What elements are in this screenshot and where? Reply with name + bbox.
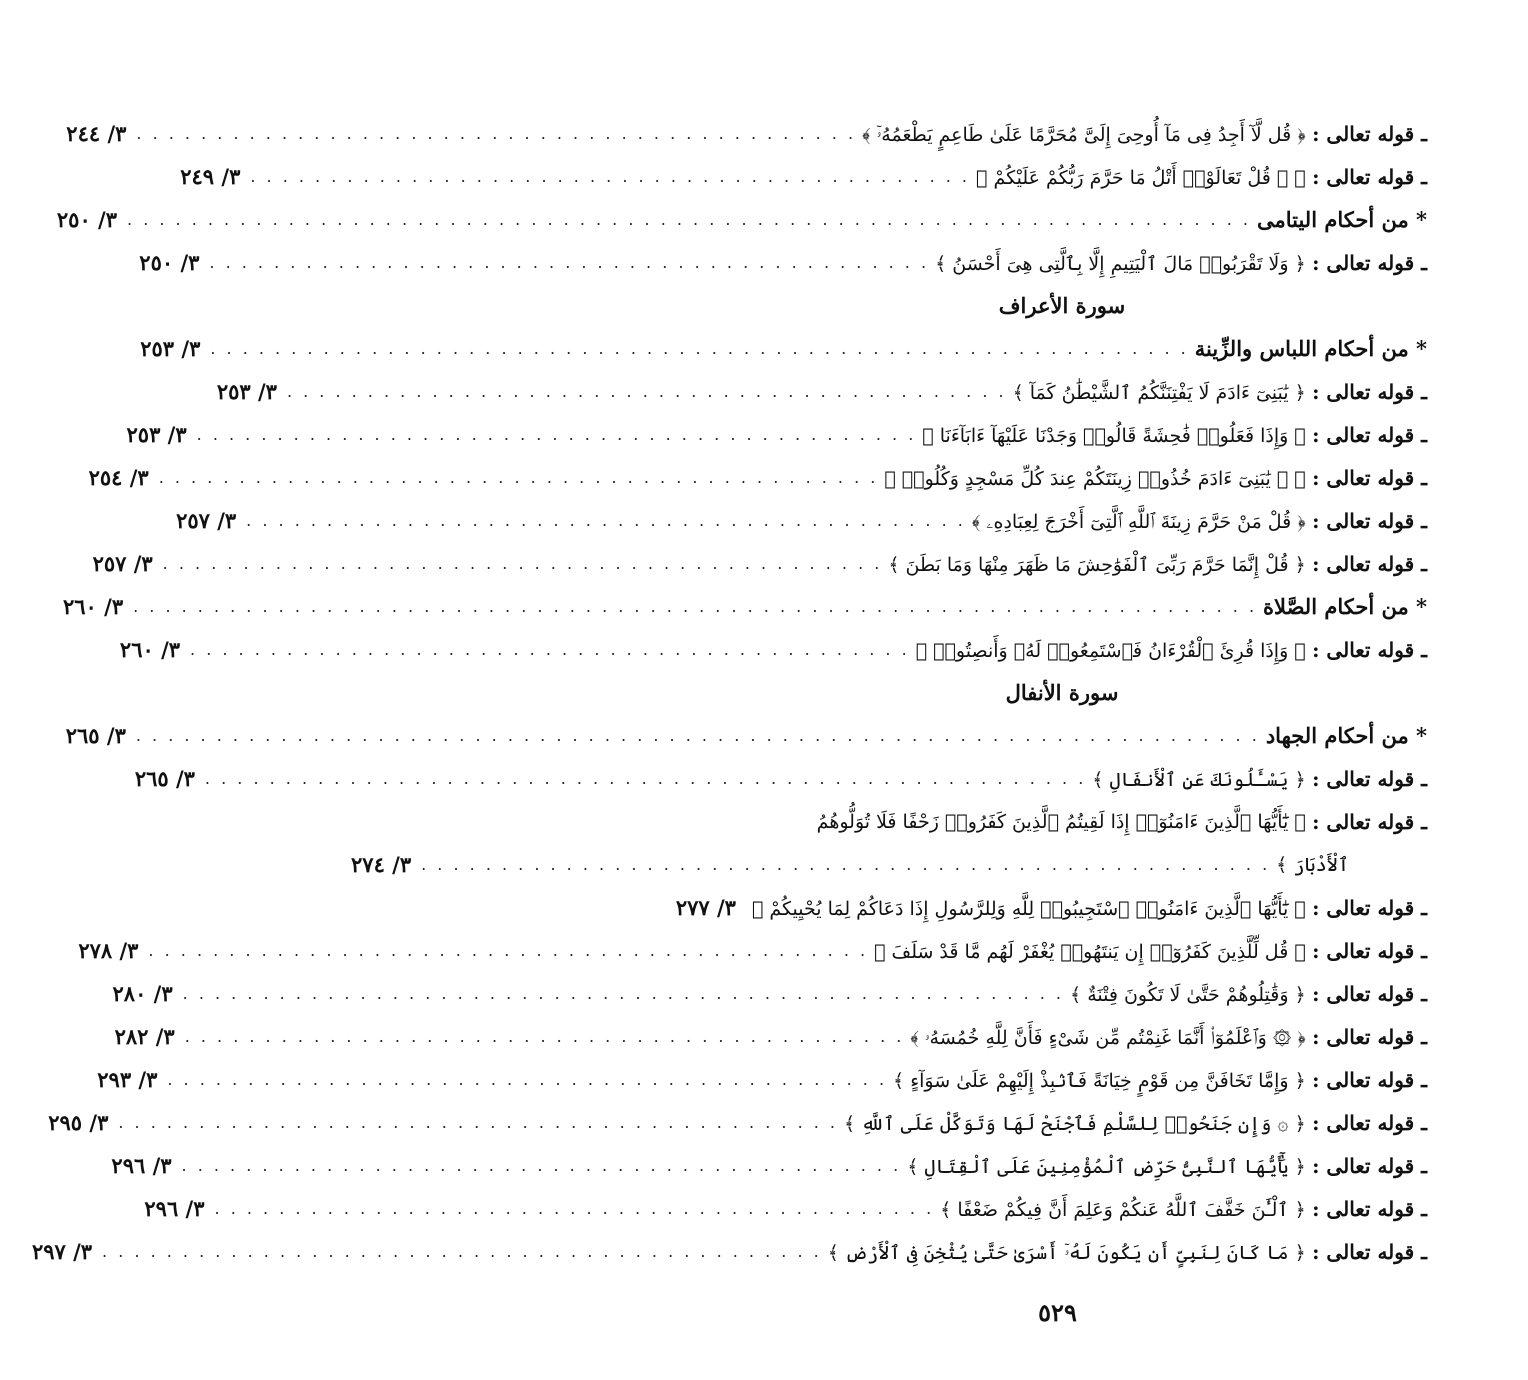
- index-entry: [216, 370, 1427, 413]
- verse-text: ﴿ وَقَٰتِلُوهُمْ حَتَّىٰ لَا تَكُونَ فِتْنَةٌ ﴾: [1070, 983, 1306, 1006]
- volume-page-ref: ٣/ ٢٨٢: [114, 1024, 175, 1049]
- heading-text: * من أحكام الصَّلاة: [1263, 594, 1427, 619]
- heading-text: * من أحكام اللباس والزِّينة: [1194, 336, 1427, 361]
- page-number: ٥٢٩: [1038, 1298, 1077, 1327]
- entry-label: ـ قوله تعالى :: [1312, 1067, 1427, 1092]
- entry-label: ـ قوله تعالى :: [1312, 1196, 1427, 1221]
- verse-text: ﴿ يَٰٓأَيُّهَا ٱلنَّبِىُّ حَرِّضِ ٱلْمُؤْمِنِينَ عَلَى ٱلْقِتَالِ ﴾: [907, 1155, 1306, 1178]
- verse-text: ﴿ قُل لِّلَّذِينَ كَفَرُوٓا۟ إِن يَنتَهُوا۟ يُغْفَرْ لَهُم مَّا قَدْ سَلَفَ ﴾: [874, 940, 1306, 963]
- verse-text: ﴿ يَٰٓأَيُّهَا ٱلَّذِينَ ءَامَنُوا۟ ٱسْتَجِيبُوا۟ لِلَّهِ وَلِلرَّسُولِ إِذَا دَعَاكُمْ لِمَا يُحْيِيكُمْ ﴾: [751, 897, 1306, 920]
- section-heading: [62, 585, 1427, 628]
- entry-label: ـ قوله تعالى :: [1312, 422, 1427, 447]
- leader-dots: . . . . . . . . . . . . . . . . . . . . . . . . . . . . . . . . . . . . . . . . . . . . .: [181, 1156, 902, 1175]
- entry-label: ـ قوله تعالى :: [1312, 164, 1427, 189]
- section-heading: [65, 714, 1427, 757]
- verse-text: ﴿ وَإِمَّا تَخَافَنَّ مِن قَوْمٍ خِيَانَةً فَٱنۢبِذْ إِلَيْهِمْ عَلَىٰ سَوَآءٍ ﴾: [893, 1069, 1306, 1092]
- verse-text: ﴿ ٱلْـَٰٔنَ خَفَّفَ ٱللَّهُ عَنكُمْ وَعَلِمَ أَنَّ فِيكُمْ ضَعْفًا ﴾: [940, 1198, 1306, 1221]
- leader-dots: . . . . . . . . . . . . . . . . . . . . . . . . . . . . . . . . . . . . . . . . . . . . . . . . . . . . .: [421, 855, 1271, 874]
- leader-dots: . . . . . . . . . . . . . . . . . . . . . . . . . . . . . . . . . . . . . . . . . . . . .: [184, 1027, 905, 1046]
- verse-text: ﴿ قُل لَّآ أَجِدُ فِى مَآ أُوحِىَ إِلَىَّ مُحَرَّمًا عَلَىٰ طَاعِمٍ يَطْعَمُهُۥٓ ﴾: [862, 123, 1306, 146]
- index-entry: [31, 1230, 1427, 1273]
- index-entry: [112, 972, 1427, 1015]
- leader-dots: . . . . . . . . . . . . . . . . . . . . . . . . . . . . . . . . . . . . . . . . . . . . .: [214, 1199, 935, 1218]
- leader-dots: . . . . . . . . . . . . . . . . . . . . . . . . . . . . . . . . . . . . . . . . . . . . .: [162, 554, 883, 573]
- leader-dots: . . . . . . . . . . . . . . . . . . . . . . . . . . . . . . . . . . . . . . . . . . . . .: [209, 253, 930, 272]
- leader-dots: . . . . . . . . . . . . . . . . . . . . . . . . . . . . . . . . . . . . . . . . . . . . .: [286, 382, 1007, 401]
- volume-page-ref: ٣/ ٢٥٣: [140, 336, 201, 361]
- leader-dots: . . . . . . . . . . . . . . . . . . . . . . . . . . . . . . . . . . . . . . . . . . . . .: [118, 1113, 838, 1132]
- index-entry: [176, 499, 1427, 542]
- index-entry: [134, 757, 1427, 800]
- leader-dots: . . . . . . . . . . . . . . . . . . . . . . . . . . . . . . . . . . . . . . . . . . . . . . . . . . . . . . . . . . . . . . . . . . . . . .: [127, 210, 1251, 229]
- index-entry: [675, 886, 1427, 929]
- leader-dots: . . . . . . . . . . . . . . . . . . . . . . . . . . . . . . . . . . . . . . . . . . . . . . . . . . . . . . .: [182, 984, 1065, 1003]
- verse-text: ﴿ مَا كَانَ لِنَبِىٍّ أَن يَكُونَ لَهُۥٓ أَسْرَىٰ حَتَّىٰ يُثْخِنَ فِى ٱلْأَرْضِ ﴾: [827, 1241, 1306, 1264]
- leader-dots: . . . . . . . . . . . . . . . . . . . . . . . . . . . . . . . . . . . . . . . . . . . . .: [167, 1070, 888, 1089]
- section-heading: [56, 198, 1427, 241]
- index-entry: [126, 413, 1427, 456]
- volume-page-ref: ٣/ ٢٩٥: [48, 1110, 109, 1135]
- entry-label: ـ قوله تعالى :: [1312, 1239, 1427, 1264]
- index-entry: [92, 542, 1427, 585]
- verse-continuation: ٱلْأَدْبَارَ ﴾: [1276, 853, 1349, 876]
- volume-page-ref: ٣/ ٢٧٤: [351, 852, 412, 877]
- volume-page-ref: ٣/ ٢٥٠: [56, 207, 118, 232]
- verse-text: ﴿ يَسْـَٔلُونَكَ عَنِ ٱلْأَنفَالِ ﴾: [1092, 768, 1306, 791]
- entry-label: ـ قوله تعالى :: [1312, 809, 1427, 834]
- volume-page-ref: ٣/ ٢٦٠: [119, 637, 181, 662]
- index-entry: [144, 1187, 1427, 1230]
- leader-dots: . . . . . . . . . . . . . . . . . . . . . . . . . . . . . . . . . . . . . . . . . . . . .: [196, 425, 917, 444]
- verse-text: ﴿ وَإِذَا قُرِئَ ٱلْقُرْءَانُ فَٱسْتَمِعُوا۟ لَهُۥ وَأَنصِتُوا۟ ﴾: [915, 639, 1306, 662]
- index-entry: [111, 1144, 1427, 1187]
- volume-page-ref: ٣/ ٢٤٩: [180, 164, 241, 189]
- leader-dots: . . . . . . . . . . . . . . . . . . . . . . . . . . . . . . . . . . . . . . . . . . . . .: [246, 511, 966, 530]
- verse-text: ﴿ قُلْ إِنَّمَا حَرَّمَ رَبِّىَ ٱلْفَوَٰحِشَ مَا ظَهَرَ مِنْهَا وَمَا بَطَنَ ﴾: [888, 553, 1306, 576]
- index-entry: [119, 628, 1427, 671]
- leader-dots: . . . . . . . . . . . . . . . . . . . . . . . . . . . . . . . . . . . . . . . . . . . . . . . . . . . . . . . . . . . . .: [210, 339, 1189, 358]
- index-entry: [88, 456, 1427, 499]
- entry-label: ـ قوله تعالى :: [1312, 121, 1427, 146]
- leader-dots: . . . . . . . . . . . . . . . . . . . . . . . . . . . . . . . . . . . . . . . . . . . . . . . . . . . . . . .: [204, 769, 1087, 788]
- leader-dots: . . . . . . . . . . . . . . . . . . . . . . . . . . . . . . . . . . . . . . . . . . . . .: [158, 468, 879, 487]
- index-entry-multiline: [351, 800, 1427, 886]
- entry-label: ـ قوله تعالى :: [1312, 1153, 1427, 1178]
- volume-page-ref: ٣/ ٢٩٦: [144, 1196, 205, 1221]
- index-entry: [97, 1058, 1427, 1101]
- leader-dots: . . . . . . . . . . . . . . . . . . . . . . . . . . . . . . . . . . . . . . . . . . . . . . . . . . . . . . . . . . . . . . . . . . . . . .: [133, 597, 1258, 616]
- volume-page-ref: ٣/ ٢٥٣: [216, 379, 277, 404]
- section-heading: [140, 327, 1427, 370]
- volume-page-ref: ٣/ ٢٨٠: [112, 981, 173, 1006]
- volume-page-ref: ٣/ ٢٧٧: [675, 895, 736, 920]
- entry-label: ـ قوله تعالى :: [1312, 551, 1427, 576]
- volume-page-ref: ٣/ ٢٥٧: [92, 551, 153, 576]
- volume-page-ref: ٣/ ٢٥٣: [126, 422, 187, 447]
- verse-text: ﴿ ۞ وَإِن جَنَحُوا۟ لِلسَّلْمِ فَٱجْنَحْ لَهَا وَتَوَكَّلْ عَلَى ٱللَّهِ ﴾: [844, 1112, 1306, 1135]
- entry-label: ـ قوله تعالى :: [1312, 895, 1427, 920]
- volume-page-ref: ٣/ ٢٤٤: [66, 121, 127, 146]
- index-entry: [180, 155, 1427, 198]
- heading-text: * من أحكام اليتامى: [1256, 207, 1427, 232]
- leader-dots: . . . . . . . . . . . . . . . . . . . . . . . . . . . . . . . . . . . . . . . . . . . . .: [102, 1242, 822, 1261]
- entry-label: ـ قوله تعالى :: [1312, 508, 1427, 533]
- volume-page-ref: ٣/ ٢٥٤: [88, 465, 149, 490]
- verse-text: ﴿ يَٰبَنِىٓ ءَادَمَ لَا يَفْتِنَنَّكُمُ ٱلشَّيْطَٰنُ كَمَآ ﴾: [1012, 381, 1306, 404]
- index-entry: [139, 241, 1427, 284]
- volume-page-ref: ٣/ ٢٥٠: [139, 250, 200, 275]
- entry-label: ـ قوله تعالى :: [1312, 766, 1427, 791]
- verse-text: ﴿ وَلَا تَقْرَبُوا۟ مَالَ ٱلْيَتِيمِ إِلَّا بِٱلَّتِى هِىَ أَحْسَنُ ﴾: [935, 252, 1306, 275]
- surah-title: سورة الأعراف: [998, 293, 1126, 318]
- index-entry: [78, 929, 1427, 972]
- verse-text: ﴿ وَإِذَا فَعَلُوا۟ فَٰحِشَةً قَالُوا۟ وَجَدْنَا عَلَيْهَآ ءَابَآءَنَا ﴾: [922, 424, 1306, 447]
- entry-label: ـ قوله تعالى :: [1312, 250, 1427, 275]
- volume-page-ref: ٣/ ٢٦٠: [62, 594, 124, 619]
- verse-text: ﴿ قُلْ مَنْ حَرَّمَ زِينَةَ ٱللَّهِ ٱلَّتِىٓ أَخْرَجَ لِعِبَادِهِۦ ﴾: [971, 510, 1306, 533]
- index-list: [31, 112, 1427, 1273]
- entry-label: ـ قوله تعالى :: [1312, 379, 1427, 404]
- volume-page-ref: ٣/ ٢٥٧: [176, 508, 237, 533]
- volume-page-ref: ٣/ ٢٦٥: [134, 766, 195, 791]
- heading-text: * من أحكام الجهاد: [1265, 723, 1427, 748]
- volume-page-ref: ٣/ ٢٩٦: [111, 1153, 172, 1178]
- entry-label: ـ قوله تعالى :: [1312, 465, 1427, 490]
- volume-page-ref: ٣/ ٢٩٣: [97, 1067, 158, 1092]
- leader-dots: . . . . . . . . . . . . . . . . . . . . . . . . . . . . . . . . . . . . . . . . . . . . .: [148, 941, 869, 960]
- leader-dots: . . . . . . . . . . . . . . . . . . . . . . . . . . . . . . . . . . . . . . . . . . . . .: [250, 167, 971, 186]
- entry-label: ـ قوله تعالى :: [1312, 938, 1427, 963]
- leader-dots: . . . . . . . . . . . . . . . . . . . . . . . . . . . . . . . . . . . . . . . . . . . . .: [136, 124, 857, 143]
- volume-page-ref: ٣/ ٢٧٨: [78, 938, 139, 963]
- verse-text: ﴿ ۞ يَٰبَنِىٓ ءَادَمَ خُذُوا۟ زِينَتَكُمْ عِندَ كُلِّ مَسْجِدٍ وَكُلُوا۟ ﴾: [884, 467, 1306, 490]
- entry-label: ـ قوله تعالى :: [1312, 1024, 1427, 1049]
- surah-title: سورة الأنفال: [1005, 680, 1119, 705]
- index-entry: [114, 1015, 1427, 1058]
- verse-text: ﴿ يَٰٓأَيُّهَا ٱلَّذِينَ ءَامَنُوٓا۟ إِذَا لَقِيتُمُ ٱلَّذِينَ كَفَرُوا۟ زَحْفًا فَلَا تُوَلُّوهُمُ: [816, 810, 1306, 833]
- leader-dots: . . . . . . . . . . . . . . . . . . . . . . . . . . . . . . . . . . . . . . . . . . . . . . . . . . . . . . . . . . . . . . . . . . . . . .: [135, 726, 1260, 745]
- entry-label: ـ قوله تعالى :: [1312, 1110, 1427, 1135]
- volume-page-ref: ٣/ ٢٦٥: [65, 723, 126, 748]
- leader-dots: . . . . . . . . . . . . . . . . . . . . . . . . . . . . . . . . . . . . . . . . . . . . .: [190, 640, 910, 659]
- volume-page-ref: ٣/ ٢٩٧: [31, 1239, 93, 1264]
- index-entry: [66, 112, 1427, 155]
- verse-text: ﴿ ۞ قُلْ تَعَالَوْا۟ أَتْلُ مَا حَرَّمَ رَبُّكُمْ عَلَيْكُمْ ﴾: [976, 166, 1306, 189]
- index-entry: [48, 1101, 1427, 1144]
- verse-text: ﴿ ۞ وَٱعْلَمُوٓا۟ أَنَّمَا غَنِمْتُم مِّن شَىْءٍ فَأَنَّ لِلَّهِ خُمُسَهُۥ ﴾: [910, 1026, 1306, 1049]
- entry-label: ـ قوله تعالى :: [1312, 637, 1427, 662]
- entry-label: ـ قوله تعالى :: [1312, 981, 1427, 1006]
